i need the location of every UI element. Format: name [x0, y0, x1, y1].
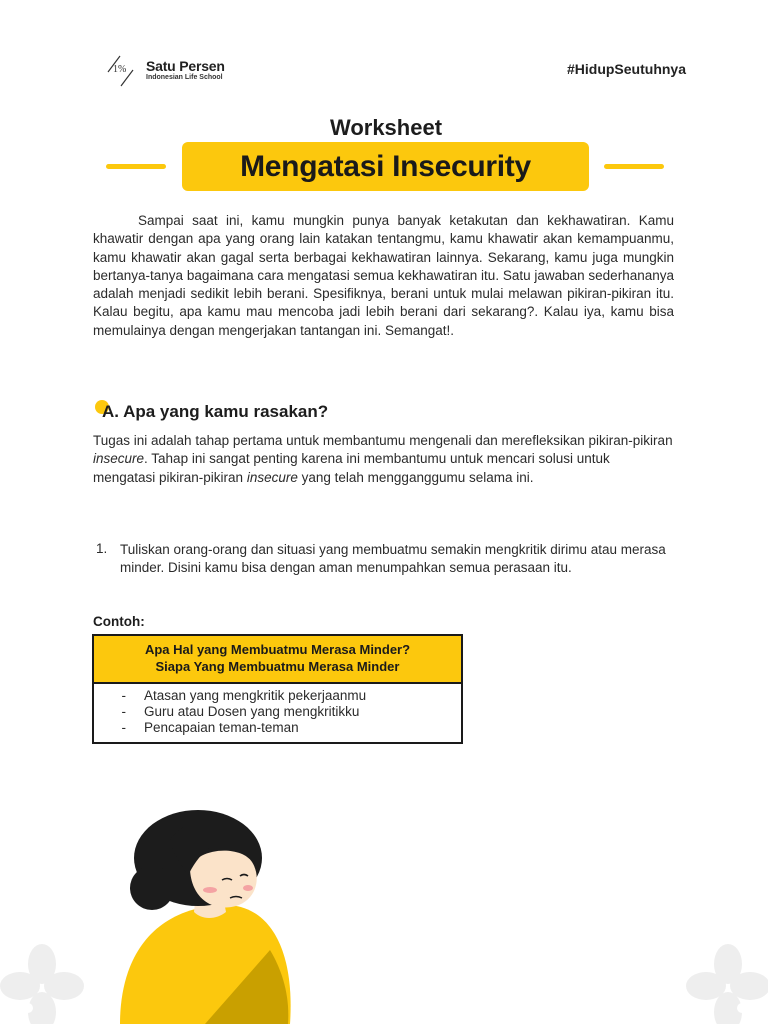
task-number: 1. — [96, 541, 108, 556]
title-bar-left — [106, 164, 166, 169]
list-item — [94, 704, 461, 720]
section-text-2: . Tahap ini sangat penting karena ini membantumu untuk mencari solusi untuk mengatasi pikiran-pikiran — [93, 451, 610, 485]
section-heading: A. Apa yang kamu rasakan? — [102, 402, 329, 421]
section-emphasis-1: insecure — [93, 451, 145, 467]
list-item-text: Atasan yang mengkritik pekerjaanmu — [144, 688, 367, 703]
list-item-text: Pencapaian teman-teman — [144, 720, 299, 736]
list-item — [94, 688, 461, 704]
logo-percent: 1% — [113, 64, 127, 75]
logo-name: Satu Persen — [146, 58, 225, 74]
title-bar-right — [604, 164, 664, 169]
title-box — [182, 142, 589, 191]
intro-paragraph: Sampai saat ini, kamu mungkin punya banyak ketakutan dan kekhawatiran. Kamu khawatir dengan apa yang orang lain katakan tentangmu, kamu khawatir akan kemampuanmu, kamu khawatir akan gagal serta berbagai kekhawatiran lainnya. Sekarang, kamu juga mungkin bertanya-tanya bagaimana cara mengatasi semua kekhawatiran itu. Satu jawaban sederhananya adalah menjadi sedikit lebih berani. Spesifiknya, berani untuk mulai melawan pikiran-pikiran itu. Kalau begitu, apa kamu mau mencoba jadi lebih berani dari sekarang?. Kalau iya, kamu bisa memulainya dengan mengerjakan tantangan ini. Semangat!. — [93, 213, 674, 338]
list-item — [94, 720, 461, 736]
section-paragraph — [93, 432, 673, 487]
example-header-line-1: Apa Hal yang Membuatmu Merasa Minder? — [144, 642, 411, 657]
section-text-3: yang telah mengganggumu selama ini. — [297, 469, 534, 485]
example-table-header — [94, 636, 461, 684]
example-header-line-2: Siapa Yang Membuatmu Merasa Minder — [155, 659, 400, 674]
worksheet-label: Worksheet — [329, 115, 443, 140]
list-dash: - — [121, 720, 126, 736]
example-table-body — [94, 684, 461, 742]
list-item-text: Guru atau Dosen yang mengkritikku — [144, 704, 360, 720]
section-text-1: Tugas ini adalah tahap pertama untuk membantumu mengenali dan merefleksikan pikiran-pikiran — [93, 433, 673, 448]
section-emphasis-2: insecure — [246, 469, 298, 485]
task-text: Tuliskan orang-orang dan situasi yang membuatmu semakin mengkritik dirimu atau merasa minder. Disini kamu bisa dengan aman menumpahkan semua perasaan itu. — [120, 542, 666, 576]
list-dash: - — [121, 704, 126, 720]
decorative-blob-left — [0, 940, 90, 1024]
example-label: Contoh: — [93, 614, 145, 629]
brand-logo — [104, 54, 254, 88]
sad-woman-illustration — [110, 800, 310, 1024]
logo-subtitle: Indonesian Life School — [146, 74, 223, 81]
page-title: Mengatasi Insecurity — [240, 149, 531, 183]
hashtag: #HidupSeutuhnya — [566, 61, 686, 77]
example-table — [92, 634, 463, 744]
list-dash: - — [121, 688, 126, 703]
decorative-blob-right — [684, 940, 768, 1024]
